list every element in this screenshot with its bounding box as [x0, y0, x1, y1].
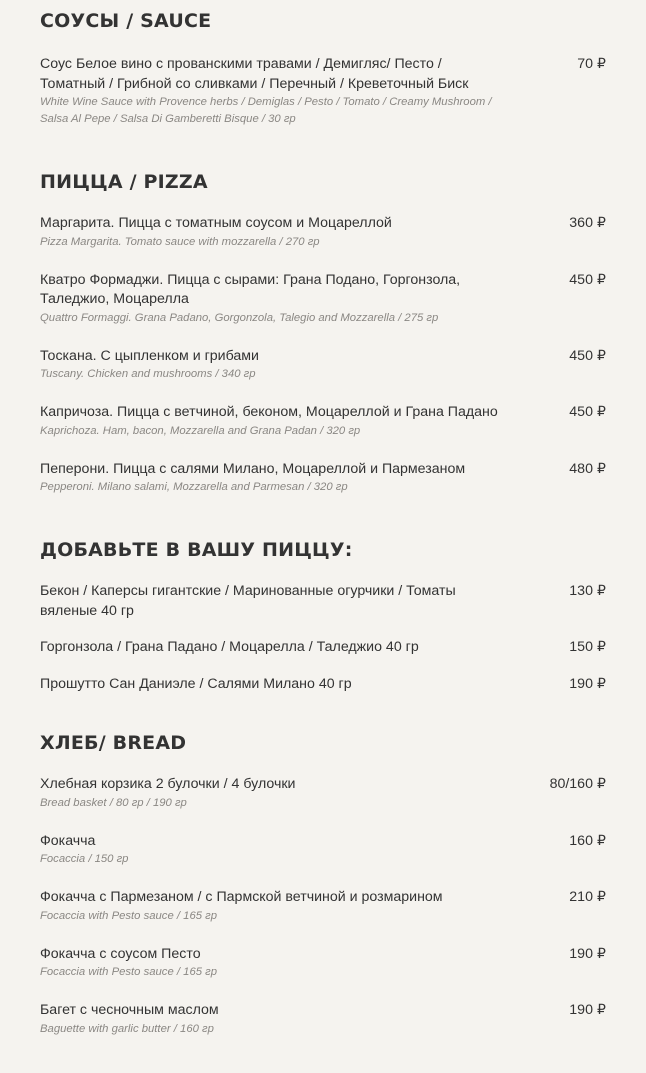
- item-desc: Quattro Formaggi. Grana Padano, Gorgonzola, Talegio and Mozzarella / 275 гр: [40, 311, 439, 324]
- section-pizza-addons: [40, 496, 606, 694]
- price-value: 450: [569, 347, 593, 364]
- menu-item: [40, 775, 606, 812]
- ruble-icon: ₽: [596, 776, 606, 792]
- menu-item: [40, 55, 606, 128]
- item-name: Бекон / Каперсы гигантские / Маринованные огурчики / Томаты вяленые 40 гр: [40, 583, 456, 619]
- menu-item: [40, 675, 606, 695]
- item-name: Соус Белое вино с прованскими травами / Демигляс/ Песто / Томатный / Грибной со сливками / Перечный / Креветочный Биск: [40, 56, 469, 92]
- menu-item: [40, 271, 606, 327]
- price-value: 190: [569, 945, 593, 962]
- menu-item: [40, 460, 606, 497]
- item-price: [569, 347, 606, 367]
- item-desc: Pizza Margarita. Tomato sauce with mozzarella / 270 гр: [40, 235, 320, 248]
- item-name: Кватро Формаджи. Пицца с сырами: Грана Подано, Горгонзола, Таледжио, Моцарелла: [40, 271, 461, 307]
- item-text: [40, 945, 508, 982]
- item-text: [40, 460, 508, 497]
- item-price: [569, 638, 606, 658]
- price-value: 150: [569, 639, 593, 655]
- item-desc: Focaccia with Pesto sauce / 165 гр: [40, 909, 217, 922]
- item-price: [569, 271, 606, 291]
- item-price: [569, 214, 606, 234]
- item-text: [40, 675, 508, 695]
- price-value: 360: [569, 215, 593, 231]
- ruble-icon: ₽: [596, 639, 606, 655]
- item-price: [569, 1001, 606, 1021]
- item-price: [569, 945, 606, 965]
- item-price: [569, 888, 606, 908]
- section-title: ХЛЕБ/ BREAD: [40, 732, 187, 754]
- item-price: [550, 775, 606, 795]
- item-name: Фокачча: [40, 832, 96, 849]
- item-price: [569, 403, 606, 423]
- ruble-icon: ₽: [596, 271, 606, 288]
- item-text: [40, 832, 508, 869]
- item-desc: White Wine Sauce with Provence herbs / Demiglas / Pesto / Tomato / Creamy Mushroom / Salsa Al Pepe / Salsa Di Gamberetti Bisque / 30 гр: [40, 96, 492, 125]
- price-value: 80/160: [549, 776, 593, 792]
- price-value: 160: [569, 832, 593, 849]
- item-desc: Bread basket / 80 гр / 190 гр: [40, 796, 187, 809]
- price-value: 450: [569, 404, 593, 420]
- price-value: 70: [577, 56, 593, 72]
- item-desc: Focaccia with Pesto sauce / 165 гр: [40, 966, 217, 978]
- menu-item: [40, 832, 606, 869]
- item-text: [40, 638, 508, 658]
- item-price: [577, 55, 606, 75]
- ruble-icon: ₽: [596, 889, 606, 905]
- section-title: ДОБАВЬТЕ В ВАШУ ПИЦЦУ:: [40, 539, 353, 561]
- item-name: Фокачча с Пармезаном / с Пармской ветчиной и розмарином: [40, 889, 443, 905]
- item-text: [40, 347, 508, 384]
- item-price: [569, 582, 606, 602]
- menu-item: [40, 347, 606, 384]
- item-name: Горгонзола / Грана Падано / Моцарелла / Таледжио 40 гр: [40, 639, 419, 655]
- price-value: 210: [569, 889, 593, 905]
- item-price: [569, 675, 606, 695]
- item-text: [40, 403, 508, 440]
- price-value: 130: [569, 583, 593, 599]
- item-name: Капричоза. Пицца с ветчиной, беконом, Моцареллой и Грана Падано: [40, 404, 498, 420]
- menu-item: [40, 403, 606, 440]
- ruble-icon: ₽: [596, 215, 606, 231]
- section-pizza: [40, 128, 606, 496]
- price-value: 190: [569, 1002, 593, 1018]
- item-text: [40, 271, 508, 327]
- item-desc: Baguette with garlic butter / 160 гр: [40, 1022, 214, 1035]
- item-desc: Pepperoni. Milano salami, Mozzarella and Parmesan / 320 гр: [40, 481, 348, 493]
- section-title: ПИЦЦА / PIZZA: [40, 171, 208, 193]
- item-text: [40, 582, 508, 621]
- ruble-icon: ₽: [596, 583, 606, 599]
- item-text: [40, 775, 508, 812]
- item-desc: Focaccia / 150 гр: [40, 853, 129, 865]
- item-price: [569, 832, 606, 852]
- menu-item: [40, 582, 606, 621]
- item-text: [40, 888, 508, 925]
- item-name: Маргарита. Пицца с томатным соусом и Моцареллой: [40, 215, 392, 231]
- item-text: [40, 214, 508, 251]
- item-name: Багет с чесночным маслом: [40, 1002, 219, 1018]
- item-price: [569, 460, 606, 480]
- section-sauce: [40, 0, 606, 128]
- menu-item: [40, 1001, 606, 1038]
- ruble-icon: ₽: [596, 1002, 606, 1018]
- section-title: СОУСЫ / SAUCE: [40, 10, 212, 32]
- ruble-icon: ₽: [596, 404, 606, 420]
- section-bread: [40, 694, 606, 1038]
- item-name: Хлебная корзика 2 булочки / 4 булочки: [40, 776, 296, 792]
- ruble-icon: ₽: [596, 945, 606, 962]
- price-value: 450: [569, 271, 593, 288]
- ruble-icon: ₽: [596, 347, 606, 364]
- item-text: [40, 1001, 508, 1038]
- menu-item: [40, 214, 606, 251]
- item-name: Фокачча с соусом Песто: [40, 945, 201, 962]
- ruble-icon: ₽: [596, 675, 606, 692]
- item-desc: Kaprichoza. Ham, bacon, Mozzarella and Grana Padan / 320 гр: [40, 424, 361, 437]
- menu-item: [40, 888, 606, 925]
- item-desc: Tuscany. Chicken and mushrooms / 340 гр: [40, 368, 256, 380]
- item-name: Пеперони. Пицца с салями Милано, Моцареллой и Пармезаном: [40, 460, 466, 477]
- ruble-icon: ₽: [596, 56, 606, 72]
- ruble-icon: ₽: [596, 832, 606, 849]
- menu-item: [40, 945, 606, 982]
- menu-item: [40, 638, 606, 658]
- item-name: Прошутто Сан Даниэле / Салями Милано 40 гр: [40, 675, 352, 692]
- price-value: 190: [569, 675, 593, 692]
- price-value: 480: [569, 460, 593, 477]
- ruble-icon: ₽: [596, 460, 606, 477]
- item-name: Тоскана. С цыпленком и грибами: [40, 347, 259, 364]
- item-text: [40, 55, 508, 128]
